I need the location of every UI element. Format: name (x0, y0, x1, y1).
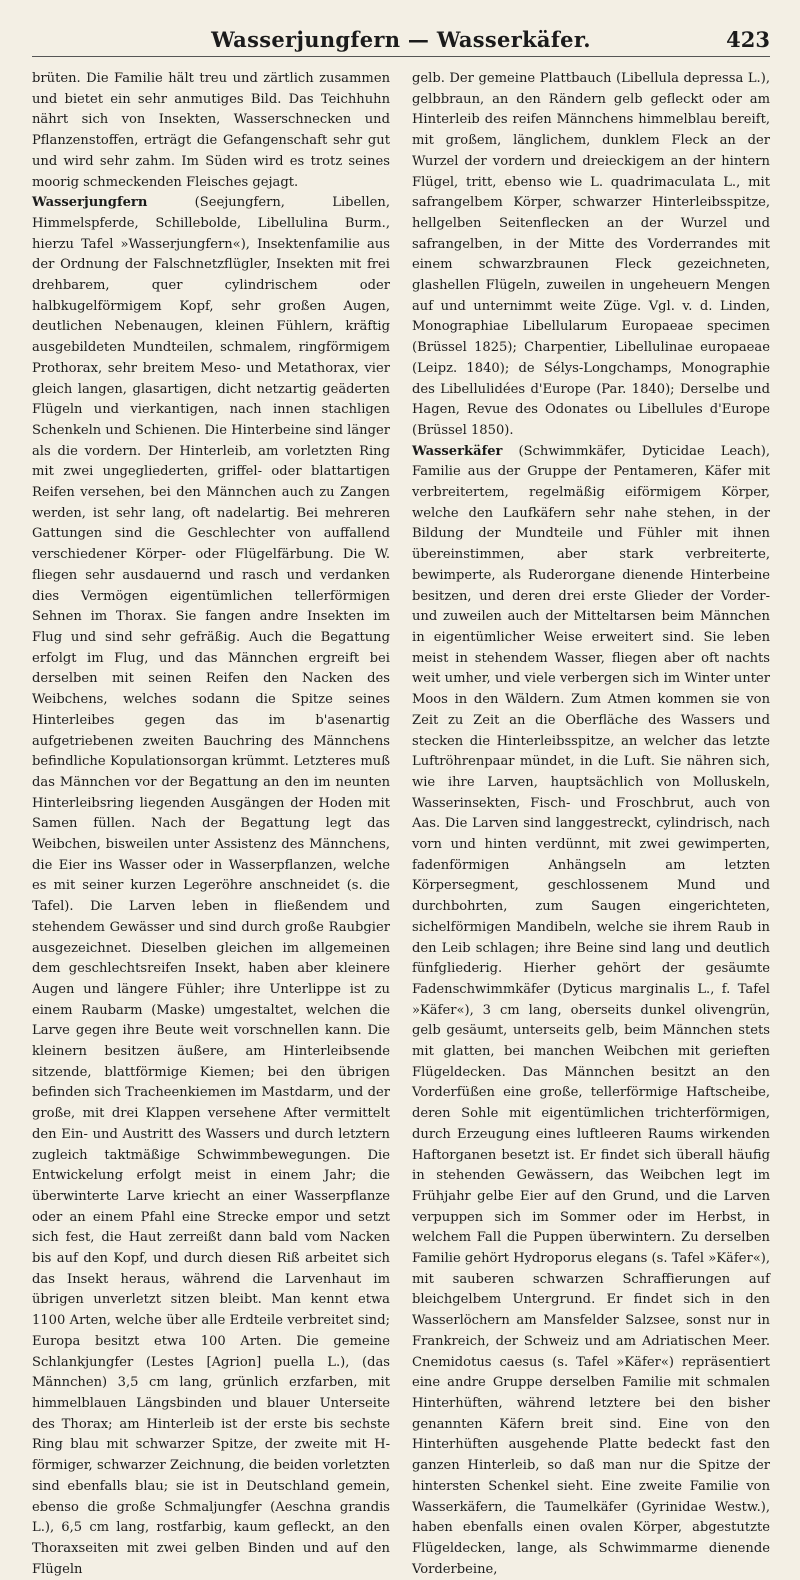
right-column (412, 69, 770, 1580)
continuation-paragraph: brüten. Die Familie hält treu und zärtlich zusammen und bietet ein sehr anmutiges Bild. Das Teichhuhn nährt sich von Insekten, Wasserschnecken und Pflanzenstoffen, erträgt die Gefangenschaft sehr gut und wird sehr zahm. Im Süden wird es trotz seines moorig schmeckenden Fleisches gejagt. (32, 71, 390, 190)
continuation-paragraph: gelb. Der gemeine Plattbauch (Libellula depressa L.), gelbbraun, an den Rändern gelb gefleckt oder am Hinterleib des reifen Männchens himmelblau bereift, mit großem, länglichem, dunklem Fleck an der Wurzel der vordern und dreieckigem an der hintern Flügel, tritt, ebenso wie L. quadrimaculata L., mit safrangelbem Körper, schwarzer Hinterleibsspitze, hellgelben Seitenflecken an der Wurzel und safrangelben, in der Mitte des Vorderrandes mit einem schwarzbraunen Fleck gezeichneten, glashellen Flügeln, zuweilen in ungeheuern Mengen auf und unternimmt weite Züge. Vgl. v. d. Linden, Monographiae Libellularum Europaeae specimen (Brüssel 1825); Charpentier, Libellulinae europaeae (Leipz. 1840); de Sélys-Longchamps, Monographie des Libellulidées d'Europe (Par. 1840); Derselbe und Hagen, Revue des Odonates ou Libellules d'Europe (Brüssel 1850). (412, 71, 770, 438)
entry-headword: Wasserkäfer (412, 443, 503, 459)
running-title: Wasserjungfern — Wasserkäfer. (211, 27, 591, 52)
entry-headword: Wasserjungfern (32, 195, 148, 211)
entry-body: (Seejungfern, Libellen, Himmelspferde, Schillebolde, Libellulina Burm., hierzu Tafel »Wasserjungfern«), Insektenfamilie aus der Ordnung der Falschnetzflügler, Insekten mit frei drehbarem, quer cylindrischem oder halbkugelförmigem Kopf, sehr großen Augen, deutlichen Nebenaugen, kleinen Fühlern, kräftig ausgebildeten Mundteilen, schmalem, ringförmigem Prothorax, sehr breitem Meso- und Metathorax, vier gleich langen, glasartigen, dicht netzartig geäderten Flügeln und vierkantigen, nach innen stachligen Schenkeln und Schienen. Die Hinterbeine sind länger als die vordern. Der Hinterleib, am vorletzten Ring mit zwei ungegliederten, griffel- oder blattartigen Reifen versehen, bei den Männchen auch zu Zangen werden, ist sehr lang, oft nadelartig. Bei mehreren Gattungen sind die Geschlechter von auffallend verschiedener Körper- oder Flügelfärbung. Die W. fliegen sehr ausdauernd und rasch und verdanken dies Vermögen eigentümlichen tellerförmigen Sehnen im Thorax. Sie fangen andre Insekten im Flug und sind sehr gefräßig. Auch die Begattung erfolgt im Flug, und das Männchen ergreift bei derselben mit seinen Reifen den Nacken des Weibchens, welches sodann die Spitze seines Hinterleibes gegen das im b'asenartig aufgetriebenen zweiten Bauchring des Männchens befindliche Kopulationsorgan krümmt. Letzteres muß das Männchen vor der Begattung an den im neunten Hinterleibsring liegenden Ausgängen der Hoden mit Samen füllen. Nach der Begattung legt das Weibchen, bisweilen unter Assistenz des Männchens, die Eier ins Wasser oder in Wasserpflanzen, welche es mit seiner kurzen Legeröhre anschneidet (s. die Tafel). Die Larven leben in fließendem und stehendem Gewässer und sind durch große Raubgier ausgezeichnet. Dieselben gleichen im allgemeinen dem geschlechtsreifen Insekt, haben aber kleinere Augen und längere Fühler; ihre Unterlippe ist zu einem Raubarm (Maske) umgestaltet, welchen die Larve gegen ihre Beute weit vorschnellen kann. Die kleinern besitzen äußere, am Hinterleibsende sitzende, blattförmige Kiemen; bei den übrigen befinden sich Tracheenkiemen im Mastdarm, und der große, mit drei Klappen versehene After vermittelt den Ein- und Austritt des Wassers und durch letztern zugleich taktmäßige Schwimmbewegungen. Die Entwickelung erfolgt meist in einem Jahr; die überwinterte Larve kriecht an einer Wasserpflanze oder an einem Pfahl eine Strecke empor und setzt sich fest, die Haut zerreißt dann bald vom Nacken bis auf den Kopf, und durch diesen Riß arbeitet sich das Insekt heraus, während die Larvenhaut im übrigen unverletzt sitzen bleibt. Man kennt etwa 1100 Arten, welche über alle Erdteile verbreitet sind; Europa besitzt etwa 100 Arten. Die gemeine Schlankjungfer (Lestes [Agrion] puella L.), (das Männchen) 3,5 cm lang, grünlich erzfarben, mit himmelblauen Längsbinden und blauer Unterseite des Thorax; am Hinterleib ist der erste bis sechste Ring blau mit schwarzer Spitze, der zweite mit H-förmiger, schwarzer Zeichnung, die beiden vorletzten sind ebenfalls blau; sie ist in Deutschland gemein, ebenso die große Schmaljungfer (Aeschna grandis L.), 6,5 cm lang, rostfarbig, kaum gefleckt, an den Thoraxseiten mit zwei gelben Binden und auf den Flügeln (32, 195, 390, 1577)
text-columns (32, 69, 770, 1580)
page-header (32, 26, 770, 57)
entry-wasserjungfern (32, 193, 390, 1580)
left-column (32, 69, 390, 1580)
entry-body: (Schwimmkäfer, Dyticidae Leach), Familie aus der Gruppe der Pentameren, Käfer mit verbreitertem, regelmäßig eiförmigem Körper, welche den Laufkäfern sehr nahe stehen, in der Bildung der Mundteile und Fühler mit ihnen übereinstimmen, aber stark verbreiterte, bewimperte, als Ruderorgane dienende Hinterbeine besitzen, und deren drei erste Glieder der Vorder- und zuweilen auch der Mitteltarsen beim Männchen in eigentümlicher Weise erweitert sind. Sie leben meist in stehendem Wasser, fliegen aber oft nachts weit umher, und viele verbergen sich im Winter unter Moos in den Wäldern. Zum Atmen kommen sie von Zeit zu Zeit an die Oberfläche des Wassers und stecken die Hinterleibsspitze, an welcher das letzte Luftröhrenpaar mündet, in die Luft. Sie nähren sich, wie ihre Larven, hauptsächlich von Molluskeln, Wasserinsekten, Fisch- und Froschbrut, auch von Aas. Die Larven sind langgestreckt, cylindrisch, nach vorn und hinten verdünnt, mit zwei gewimperten, fadenförmigen Anhängseln am letzten Körpersegment, geschlossenem Mund und durchbohrten, zum Saugen eingerichteten, sichelförmigen Mandibeln, welche sie ihrem Raub in den Leib schlagen; ihre Beine sind lang und deutlich fünfgliederig. Hierher gehört der gesäumte Fadenschwimmkäfer (Dyticus marginalis L., f. Tafel »Käfer«), 3 cm lang, oberseits dunkel olivengrün, gelb gesäumt, unterseits gelb, beim Männchen stets mit glatten, bei manchen Weibchen mit gerieften Flügeldecken. Das Männchen besitzt an den Vorderfüßen eine große, tellerförmige Haftscheibe, deren Sohle mit eigentümlichen trichterförmigen, durch Erzeugung eines luftleeren Raums wirkenden Haftorganen besetzt ist. Er findet sich überall häufig in stehenden Gewässern, das Weibchen legt im Frühjahr gelbe Eier auf den Grund, und die Larven verpuppen sich im Sommer oder im Herbst, in welchem Fall die Puppen überwintern. Zu derselben Familie gehört Hydroporus elegans (s. Tafel »Käfer«), mit sauberen schwarzen Schraffierungen auf bleichgelbem Untergrund. Er findet sich in den Wasserlöchern am Mansfelder Salzsee, sonst nur in Frankreich, der Schweiz und am Adriatischen Meer. Cnemidotus caesus (s. Tafel »Käfer«) repräsentiert eine andre Gruppe derselben Familie mit schmalen Hinterhüften, während letztere bei den bisher genannten Käfern breit sind. Eine von den Hinterhüften ausgehende Platte bedeckt fast den ganzen Hinterleib, so daß man nur die Spitze der hintersten Schenkel sieht. Eine zweite Familie von Wasserkäfern, die Taumelkäfer (Gyrinidae Westw.), haben ebenfalls einen ovalen Körper, abgestutzte Flügeldecken, lange, als Schwimmarme dienende Vorderbeine, (412, 443, 770, 1577)
page-number: 423 (726, 27, 770, 52)
entry-wasserkaefer (412, 442, 770, 1580)
